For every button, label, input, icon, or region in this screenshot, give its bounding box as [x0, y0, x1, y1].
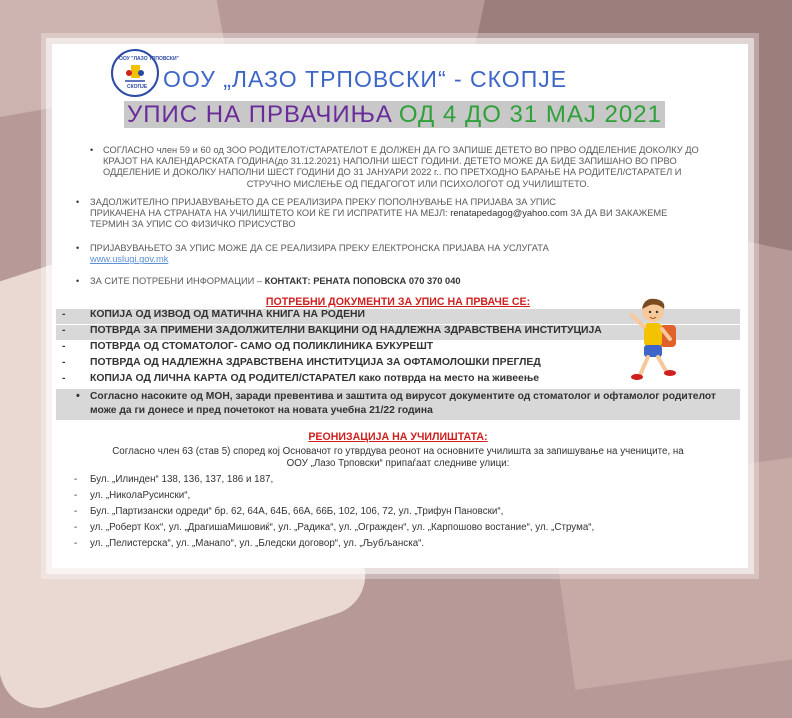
list-dash: - — [74, 474, 78, 485]
document-text: КОПИЈА ОД ЛИЧНА КАРТА ОД РОДИТЕЛ/СТАРАТЕЛ како потврда на место на живеење — [90, 373, 540, 384]
document-text: ПОТВРДА ОД НАДЛЕЖНА ЗДРАВСТВЕНА ИНСТИТУЦИЈА ЗА ОФТАМОЛОШКИ ПРЕГЛЕД — [90, 357, 541, 368]
uslugi-link[interactable]: www.uslugi.gov.mk — [90, 254, 169, 265]
logo-text-top: ООУ "ЛАЗО ТРПОВСКИ" — [119, 56, 179, 62]
contact-info: КОНТАКТ: РЕНАТА ПОПОВСКА 070 370 040 — [264, 276, 461, 286]
paragraph-line: ПРИЈАВУВАЊЕТО ЗА УПИС МОЖЕ ДА СЕ РЕАЛИЗИРА ПРЕКУ ЕЛЕКТРОНСКА ПРИЈАВА НА УСЛУГАТА — [90, 243, 549, 253]
documents-title: ПОТРЕБНИ ДОКУМЕНТИ ЗА УПИС НА ПРВАЧЕ СЕ: — [265, 296, 531, 308]
enrollment-label: УПИС НА ПРВАЧИЊА — [124, 101, 396, 128]
note-line: може да ги донесе и пред почетокот на новата учебна 21/22 година — [90, 405, 433, 416]
paragraph-text: ЗА ДА ВИ ЗАКАЖЕМЕ — [567, 208, 668, 219]
paragraph-line: СОГЛАСНО член 59 и 60 од ЗОО РОДИТЕЛОТ/СТАРАТЕЛОТ Е ДОЛЖЕН ДА ГО ЗАПИШЕ ДЕТЕТО ВО ПРВО ОДДЕЛЕНИЕ ДОКОЛКУ ДО — [103, 145, 699, 155]
list-dash: - — [62, 309, 66, 320]
paragraph-line — [90, 208, 730, 219]
street-text: ул. „Роберт Кох“, ул. „ДрагишаМишовиќ“, ул. „Радика“, ул. „Огражден“, ул. „Карпошово востание“, ул. „Струма“, — [90, 522, 595, 533]
paragraph-line: ОДДЕЛЕНИЕ И ДОКОЛКУ НАПОЛНИ ШЕСТ ГОДИНИ ДО 31 ЈАНУАРИ 2022 г.. ПО ПРЕТХОДНО БАРАЊЕ НА РОДИТЕЛ/СТАРАТЕЛ И — [103, 167, 682, 178]
paragraph-text: ПРИКАЧЕНА НА СТРАНАТА НА УЧИЛИШТЕТО КОИ ЌЕ ГИ ИСПРАТИТЕ НА МЕЈЛ: — [90, 208, 451, 219]
list-dash: - — [74, 522, 78, 533]
list-dash: - — [74, 490, 78, 501]
list-dash: - — [74, 506, 78, 517]
contact-paragraph — [90, 276, 730, 287]
school-logo — [111, 49, 179, 97]
bullet: • — [76, 390, 80, 402]
email-link[interactable]: renatapedagog@yahoo.com — [450, 208, 568, 219]
paragraph-line: ТЕРМИН ЗА УПИС СО ФИЗИЧКО ПРИСУСТВО — [90, 219, 296, 230]
street-text: ул. „Пелистерска“, ул. „Манапо“, ул. „Бледски договор“, ул. „Љубљанска“. — [90, 538, 425, 549]
electronic-application-paragraph — [90, 243, 730, 265]
list-dash: - — [62, 357, 66, 368]
list-dash: - — [74, 538, 78, 549]
document-text: ПОТВРДА ЗА ПРИМЕНИ ЗАДОЛЖИТЕЛНИ ВАКЦИНИ ОД НАДЛЕЖНА ЗДРАВСТВЕНА ИНСТИТУЦИЈА — [90, 325, 602, 336]
registration-paragraph — [90, 197, 730, 231]
reonization-text — [56, 446, 740, 471]
document-text: КОПИЈА ОД ИЗВОД ОД МАТИЧНА КНИГА НА РОДЕНИ — [90, 309, 365, 320]
paragraph-line: КРАЈОТ НА КАЛЕНДАРСКАТА ГОДИНА(до 31.12.2021) НАПОЛНИ ШЕСТ ГОДИНИ. ДЕТЕТО МОЖЕ ДА БИДЕ ЗАПИШАНО ВО ПРВО — [103, 156, 677, 167]
paragraph-text: ЗА СИТЕ ПОТРЕБНИ ИНФОРМАЦИИ – — [90, 276, 265, 286]
list-dash: - — [62, 341, 66, 352]
logo-text-bottom: СКОПЈЕ — [127, 84, 148, 90]
street-text: ул. „НиколаРусински“, — [90, 490, 191, 501]
paragraph-line: Согласно член 63 (став 5) според кој Основачот го утврдува реонот на основните училишта за запишување на учениците, на — [112, 446, 684, 457]
list-dash: - — [62, 325, 66, 336]
bullet: • — [76, 243, 80, 253]
running-boy-illustration — [620, 295, 688, 387]
street-text: Бул. „Илинден“ 138, 136, 137, 186 и 187, — [90, 474, 274, 485]
bullet: • — [90, 145, 94, 155]
age-requirement-paragraph — [103, 145, 733, 190]
street-text: Бул. „Партизански одреди“ бр. 62, 64А, 64Б, 66А, 66Б, 102, 106, 72, ул. „Трифун Пановски“, — [90, 506, 504, 517]
bullet: • — [76, 276, 80, 286]
note-line: Согласно насоките од МОН, заради превентива и заштита од вирусот документите од стоматолог и офтамолог родителот — [90, 391, 716, 402]
enrollment-dates: ОД 4 ДО 31 МАЈ 2021 — [396, 101, 665, 128]
document-text: ПОТВРДА ОД СТОМАТОЛОГ- САМО ОД ПОЛИКЛИНИКА БУКУРЕШТ — [90, 341, 434, 352]
list-dash: - — [62, 373, 66, 384]
enrollment-title — [124, 101, 665, 129]
school-title: ООУ „ЛАЗО ТРПОВСКИ“ - СКОПЈЕ — [163, 66, 568, 92]
mon-note — [56, 389, 740, 420]
paragraph-line: ООУ „Лазо Трповски“ припаѓаат следниве улици: — [286, 458, 510, 470]
paragraph-line: ЗАДОЛЖИТЕЛНО ПРИЈАВУВАЊЕТО ДА СЕ РЕАЛИЗИРА ПРЕКУ ПОПОЛНУВАЊЕ НА ПРИЈАВА ЗА УПИС — [90, 197, 557, 207]
paragraph-line: СТРУЧНО МИСЛЕЊЕ ОД ПЕДАГОГОТ ИЛИ ПСИХОЛОГОТ ОД УЧИЛИШТЕТО. — [246, 178, 590, 189]
bullet: • — [76, 197, 80, 207]
reonization-title: РЕОНИЗАЦИЈА НА УЧИЛИШТАТА: — [308, 431, 488, 443]
